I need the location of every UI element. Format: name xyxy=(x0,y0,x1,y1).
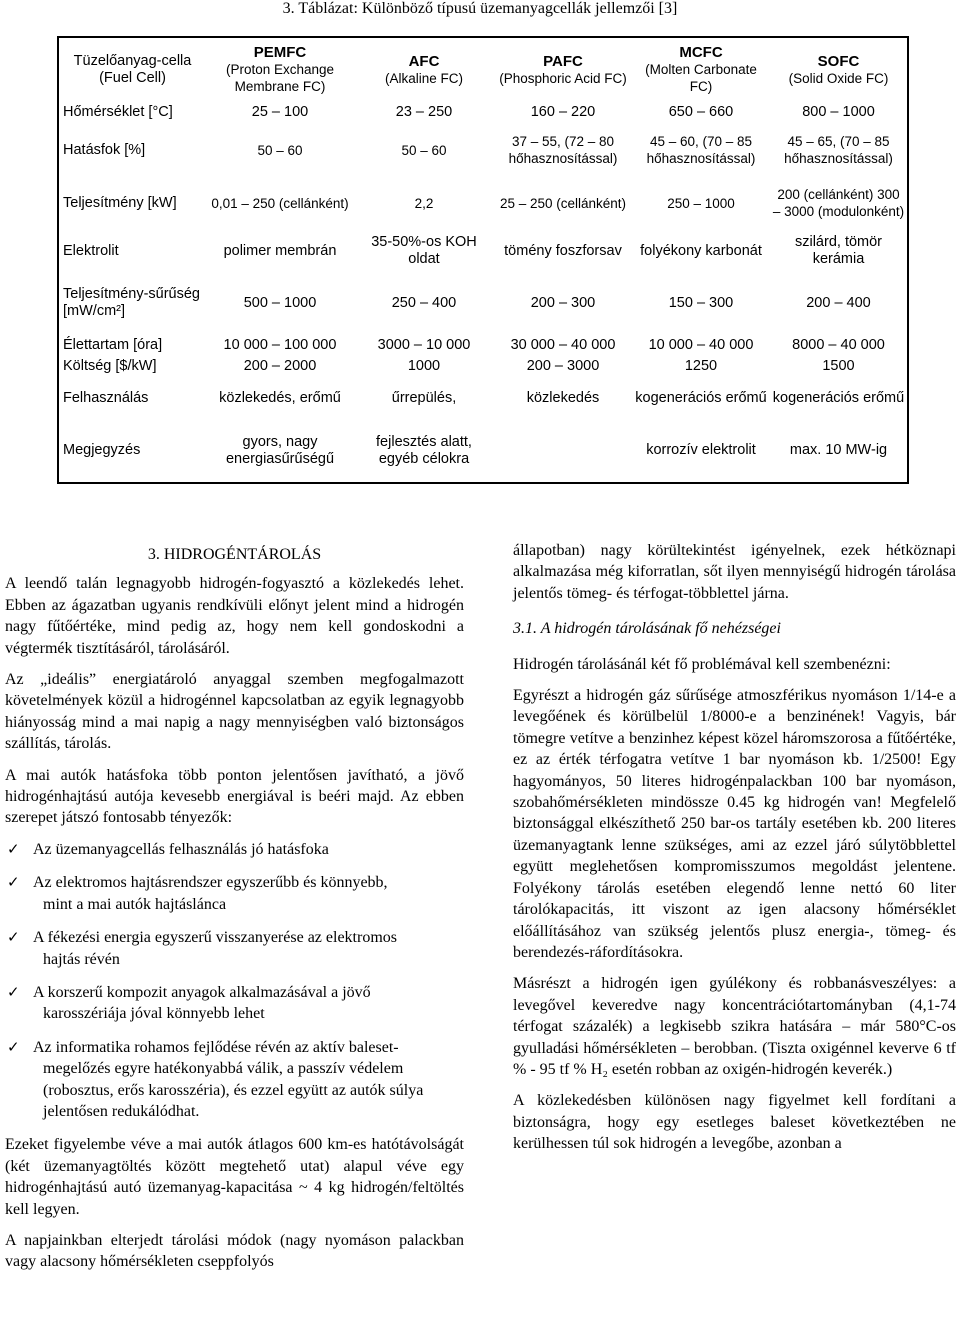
row-label: Felhasználás xyxy=(63,389,149,406)
table-cell: 2,2 xyxy=(414,195,434,211)
paragraph: Ezeket figyelembe véve a mai autók átlagos 600 km-es hatótávolságát (két üzemanyagtöltés között megtehető utat) alapul véve egy hidrogénhajtású autó üzemanyag-kapacitása ~ 4 kg hidrogén/feltöltés kell legyen. xyxy=(5,1136,464,1218)
list-item-continuation: karosszériája jóval könnyebb lehet xyxy=(43,1005,265,1023)
table-cell: 50 – 60 xyxy=(401,142,447,158)
table-cell: 200 – 300 xyxy=(530,294,596,311)
paragraph: Az „ideális” energiatároló anyaggal szemben megfogalmazott követelmények közül a hidrogénnel kapcsolatban az egyik legnagyobb hiányosság mind a mai napig a nagy mennyiségben való biztonságos szállítás, tárolás. xyxy=(5,671,464,753)
table-cell: 3000 – 10 000 xyxy=(377,336,471,353)
table-cell: 35-50%-os KOH oldat xyxy=(371,234,477,268)
checkmark-icon: ✓ xyxy=(7,928,20,947)
table-cell: 250 – 1000 xyxy=(667,195,735,211)
checkmark-icon: ✓ xyxy=(7,839,20,858)
table-cell: 23 – 250 xyxy=(395,104,453,121)
list-item xyxy=(5,872,464,915)
list-item-text: Az üzemanyagcellás felhasználás jó hatásfoka xyxy=(33,840,329,858)
list-item xyxy=(5,927,464,970)
table-cell: 10 000 – 100 000 xyxy=(223,336,337,353)
table-row xyxy=(58,124,908,177)
table-cell: 200 – 400 xyxy=(806,294,871,311)
row-label: Megjegyzés xyxy=(63,442,141,459)
list-item-text: Az informatika rohamos fejlődése révén az aktív baleset- xyxy=(33,1038,399,1056)
table-cell: 50 – 60 xyxy=(257,142,303,158)
table-cell: gyors, nagy energiasűrűségű xyxy=(225,433,335,467)
corner-line: Tüzelőanyag-cella xyxy=(73,52,192,69)
list-item-text: A korszerű kompozit anyagok alkalmazásával a jövő xyxy=(33,983,371,1001)
checkmark-icon: ✓ xyxy=(7,982,20,1001)
paragraph: A közlekedésben különösen nagy figyelmet kell fordítani a biztonságra, hogy egy esetleges baleset következtében ne kerülhessen túl sok hidrogén a levegőbe, azonban a xyxy=(513,1092,956,1153)
table-row xyxy=(58,230,908,273)
table-cell: 200 (cellánként) 300 – 3000 (modulonként) xyxy=(772,187,905,220)
table-cell: 160 – 220 xyxy=(530,104,596,121)
checkmark-icon: ✓ xyxy=(7,1037,20,1056)
table-row xyxy=(58,334,908,356)
table-cell: 500 – 1000 xyxy=(243,294,317,311)
table-row xyxy=(58,177,908,230)
table-cell: 8000 – 40 000 xyxy=(792,336,885,353)
checkmark-icon: ✓ xyxy=(7,873,20,892)
list-item-text: Az elektromos hajtásrendszer egyszerűbb és könnyebb, xyxy=(33,874,388,892)
table-cell: 45 – 60, (70 – 85 hőhasznosítással) xyxy=(646,134,756,167)
table-cell: közlekedés xyxy=(526,389,600,406)
paragraph: A leendő talán legnagyobb hidrogén-fogyasztó a közlekedés lehet. Ebben az ágazatban ugyanis rendkívüli előnyt jelent mind a hidrogén nagy fűtőértéke, mind pedig az, hogy nem kell gondoskodni a végtermék tisztításáról, tárolásáról. xyxy=(5,575,464,657)
fuel-cell-table xyxy=(57,36,909,484)
row-label: Hőmérséklet [°C] xyxy=(63,104,173,121)
table-cell: 800 – 1000 xyxy=(802,104,875,121)
list-item-continuation: hajtás révén xyxy=(43,950,120,968)
table-cell: 10 000 – 40 000 xyxy=(648,336,754,353)
paragraph: A napjainkban elterjedt tárolási módok (nagy nyomáson palackban vagy alacsony hőmérsékleten cseppfolyós xyxy=(5,1231,464,1271)
table-cell: 1500 xyxy=(822,358,855,375)
table-cell: tömény foszforsav xyxy=(504,242,622,259)
row-label: Teljesítmény-sűrűség [mW/cm²] xyxy=(63,286,200,320)
table-cell: kogenerációs erőmű xyxy=(635,389,767,406)
column-subtitle: (Phosphoric Acid FC) xyxy=(499,70,627,86)
table-cell: 37 – 55, (72 – 80 hőhasznosítással) xyxy=(508,134,618,167)
corner-line: (Fuel Cell) xyxy=(99,69,166,86)
row-label: Teljesítmény [kW] xyxy=(63,194,177,211)
table-cell: max. 10 MW-ig xyxy=(789,442,888,459)
list-item xyxy=(5,1037,464,1123)
table-cell: 200 – 3000 xyxy=(526,358,600,375)
column-name: PEMFC xyxy=(253,44,307,62)
row-label: Élettartam [óra] xyxy=(63,336,163,353)
table-caption: 3. Táblázat: Különböző típusú üzemanyagcellák jellemzői [3] xyxy=(282,0,678,17)
table-cell xyxy=(494,420,632,483)
table-cell: korrozív elektrolit xyxy=(646,442,756,459)
list-item-continuation: mint a mai autók hajtáslánca xyxy=(43,895,227,913)
factor-list xyxy=(5,839,464,1122)
table-cell: közlekedés, erőmű xyxy=(219,389,341,406)
table-cell: 650 – 660 xyxy=(668,104,734,121)
table-cell: 45 – 65, (70 – 85 hőhasznosítással) xyxy=(784,134,893,167)
table-cell: polimer membrán xyxy=(223,242,337,259)
table-corner xyxy=(58,37,206,101)
table-cell: fejlesztés alatt, egyéb célokra xyxy=(376,433,472,467)
table-row xyxy=(58,273,908,334)
table-cell: 200 – 2000 xyxy=(243,358,317,375)
table-cell: 1000 xyxy=(407,358,441,375)
list-item xyxy=(5,839,464,860)
column-header xyxy=(494,37,632,101)
table-cell: űrrepülés, xyxy=(391,389,457,406)
table-row xyxy=(58,101,908,123)
row-label: Költség [$/kW] xyxy=(63,358,157,375)
table-cell: 25 – 100 xyxy=(251,104,309,121)
table-cell: 0,01 – 250 (cellánként) xyxy=(211,195,349,211)
column-name: SOFC xyxy=(817,52,860,70)
list-item-text: A fékezési energia egyszerű visszanyerése az elektromos xyxy=(33,929,397,947)
column-name: AFC xyxy=(408,52,440,70)
table-row xyxy=(58,356,908,376)
right-column xyxy=(513,540,956,1165)
table-cell: 1250 xyxy=(684,358,718,375)
table-header-row xyxy=(58,37,908,101)
column-subtitle: (Molten Carbonate FC) xyxy=(645,62,757,95)
column-header xyxy=(770,37,908,101)
row-label: Elektrolit xyxy=(63,242,119,259)
column-name: PAFC xyxy=(543,52,583,70)
paragraph: Másrészt a hidrogén igen gyúlékony és robbanásveszélyes: a levegővel keveredve nagy koncentrációtartományban (4,1-74 térfogat százalék) a legkisebb szikra hatására – már 580°C-os gyulladási hőmérsékleten – berobban. (Tiszta oxigénnel keverve 6 tf % - 95 tf % H₂ esetén robban az oxigén-hidrogén keverék.) xyxy=(513,975,956,1078)
column-subtitle: (Proton Exchange Membrane FC) xyxy=(225,62,335,95)
row-label: Hatásfok [%] xyxy=(63,141,146,158)
table-cell: 150 – 300 xyxy=(668,294,734,311)
list-item xyxy=(5,982,464,1025)
left-column xyxy=(5,540,464,1283)
column-subtitle: (Solid Oxide FC) xyxy=(788,70,889,86)
table-cell: kogenerációs erőmű xyxy=(772,389,905,406)
paragraph: Hidrogén tárolásánál két fő problémával kell szembenézni: xyxy=(513,655,891,673)
paragraph: A mai autók hatásfoka több ponton jelentősen javítható, a jövő hidrogénhajtású autója kevesebb energiával is beéri majd. Az ebben szerepet játszó fontosabb tényezők: xyxy=(5,766,464,827)
paragraph: Egyrészt a hidrogén gáz sűrűsége atmoszférikus nyomáson 1/14-e a levegőének és körülbelül 1/8000-e a benzinének! Vagyis, bár tömegre vetítve a benzinhez képest közel háromszorosa a fűtőértéke, ez az érték térfogatra vetítve 1 bar nyomáson kb. 1/2500! Egy hagyományos, 50 literes hidrogénpalackban 100 bar nyomáson, szobahőmérsékleten mindössze 0.45 kg hidrogén van! Megfelelő biztonsággal elkészíthető 250 bar-os tartály esetében kb. 200 literes üzemanyagtank lenne szükséges, ami az ezzel járó súlytöbblettel együtt meglehetősen kompromisszumos megoldást jelentene. Folyékony tárolás esetében elegendő lenne nettó 60 liter tárolókapacitás, itt viszont az igen alacsony hőmérséklet előállításához van szükség jelentős plusz energia-, tömeg- és berendezés-ráfordításokra. xyxy=(513,687,956,961)
column-name: MCFC xyxy=(679,44,723,62)
column-subtitle: (Alkaline FC) xyxy=(384,70,463,86)
paragraph: állapotban) nagy körültekintést igényelnek, ezek hétköznapi alkalmazása még kiforratlan, sőt ilyen mennyiségű hidrogén tárolása jelentős tömeg- és térfogat-többlettel járna. xyxy=(513,542,956,602)
column-header xyxy=(632,37,770,101)
table-row xyxy=(58,420,908,483)
subsection-heading: 3.1. A hidrogén tárolásának fő nehézségei xyxy=(513,620,781,638)
table-cell: folyékony karbonát xyxy=(640,242,762,259)
column-header xyxy=(206,37,354,101)
section-heading: 3. HIDROGÉNTÁROLÁS xyxy=(147,546,322,563)
table-body xyxy=(58,101,908,483)
table-cell: 30 000 – 40 000 xyxy=(510,336,616,353)
list-item-continuation: megelőzés egyre hatékonyabbá válik, a passzív védelem (robosztus, erős karosszéria), és ezzel együtt az autók súlya jelentősen redukálódhat. xyxy=(43,1060,424,1120)
column-header xyxy=(354,37,494,101)
table-cell: szilárd, tömör kerámia xyxy=(794,234,883,268)
table-row xyxy=(58,377,908,420)
table-cell: 250 – 400 xyxy=(391,294,457,311)
table-cell: 25 – 250 (cellánként) xyxy=(499,195,627,211)
